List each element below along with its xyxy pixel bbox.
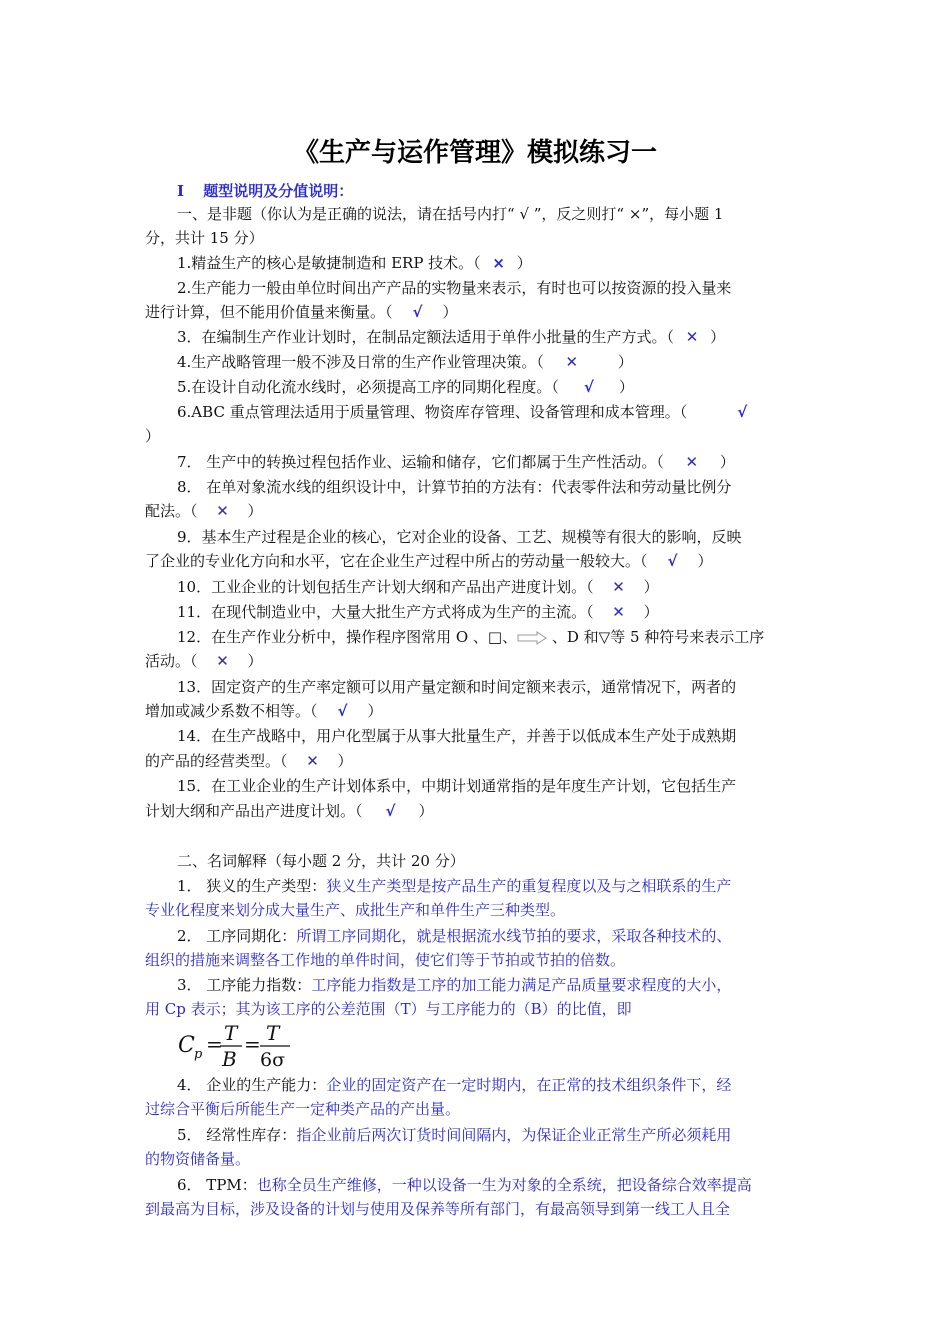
term-6-line2: 到最高为目标，涉及设备的计划与使用及保养等所有部门，有最高领导到第一线工人且全 <box>145 1200 731 1218</box>
section-header-text: 题型说明及分值说明： <box>203 182 354 200</box>
answer-mark: √ <box>583 378 594 396</box>
question-close: ） <box>418 802 434 820</box>
term-6-line1 <box>177 1175 752 1195</box>
question-4-text: 4.生产战略管理一般不涉及日常的生产作业管理决策。（ <box>177 353 544 371</box>
answer-mark: ✕ <box>612 578 625 596</box>
question-2-line1: 2.生产能力一般由单位时间出产产品的实物量来表示，有时也可以按资源的投入量来 <box>177 279 732 297</box>
question-13-line1: 13．固定资产的生产率定额可以用产量定额和时间定额来表示，通常情况下，两者的 <box>177 678 737 696</box>
term-5-line2: 的物资储备量。 <box>145 1150 251 1168</box>
question-13-text: 增加或减少系数不相等。（ <box>145 702 318 720</box>
answer-mark: ✕ <box>565 353 579 371</box>
question-close: ） <box>618 378 634 396</box>
question-3-text: 3．在编制生产作业计划时，在制品定额法适用于单件小批量的生产方式。（ <box>177 328 675 346</box>
transport-arrow-icon <box>517 631 547 645</box>
answer-mark: √ <box>667 552 678 570</box>
formula-six-sigma: 6σ <box>260 1049 286 1071</box>
answer-mark: √ <box>412 303 423 321</box>
formula-t1: T <box>224 1021 238 1045</box>
document-title: 《生产与运作管理》模拟练习一 <box>292 138 657 168</box>
question-1 <box>177 253 532 273</box>
section-header <box>177 180 353 201</box>
term-3-line2: 用 Cp 表示；其为该工序的公差范围（T）与工序能力的（B）的比值，即 <box>145 1000 632 1018</box>
term-5-line1 <box>177 1125 731 1145</box>
question-3 <box>177 327 725 347</box>
question-close: ） <box>442 303 458 321</box>
question-close: ） <box>337 752 353 770</box>
formula-t2: T <box>266 1021 280 1045</box>
question-7-text: 7． 生产中的转换过程包括作业、运输和储存，它们都属于生产性活动。（ <box>177 453 664 471</box>
cp-formula <box>176 1020 316 1072</box>
question-11 <box>177 602 659 622</box>
question-close: ） <box>697 552 713 570</box>
question-14-line2 <box>145 751 353 771</box>
part2-intro: 二、名词解释（每小题 2 分，共计 20 分） <box>177 852 465 870</box>
question-6-line2: ） <box>145 427 161 445</box>
term-1-line1 <box>177 876 731 896</box>
answer-mark: √ <box>385 802 396 820</box>
term-3-line1 <box>177 975 731 995</box>
answer-mark: × <box>492 254 505 272</box>
question-close: ） <box>247 652 263 670</box>
term-3-definition: 工序能力指数是工序的加工能力满足产品质量要求程度的大小， <box>311 976 732 994</box>
question-14-line1: 14．在生产战略中，用户化型属于从事大批量生产，并善于以低成本生产处于成熟期 <box>177 727 737 745</box>
term-4-label: 4． 企业的生产能力： <box>177 1076 327 1094</box>
formula-b: B <box>222 1047 237 1071</box>
question-10 <box>177 577 659 597</box>
term-2-line2: 组织的措施来调整各工作地的单件时间，使它们等于节拍或节拍的倍数。 <box>145 951 626 969</box>
question-9-text: 了企业的专业化方向和水平，它在企业生产过程中所占的劳动量一般较大。（ <box>145 552 648 570</box>
term-1-line2: 专业化程度来划分成大量生产、成批生产和单件生产三种类型。 <box>145 901 566 919</box>
question-15-text: 计划大纲和产品出产进度计划。（ <box>145 802 363 820</box>
answer-mark: ✕ <box>306 752 319 770</box>
question-4 <box>177 352 633 372</box>
answer-mark: ✕ <box>685 453 699 471</box>
answer-mark: √ <box>737 403 748 421</box>
question-close: ） <box>617 353 633 371</box>
term-2-label: 2． 工序同期化： <box>177 927 297 945</box>
question-15-line2 <box>145 801 434 821</box>
part1-intro-line2: 分，共计 15 分） <box>145 229 264 247</box>
answer-mark: ✕ <box>612 603 625 621</box>
question-close: ） <box>643 578 659 596</box>
question-6-line1 <box>177 402 747 422</box>
question-close: ） <box>247 502 263 520</box>
term-2-definition: 所谓工序同期化，就是根据流水线节拍的要求，采取各种技术的、 <box>296 927 732 945</box>
term-2-line1 <box>177 926 731 946</box>
term-4-line1 <box>177 1075 731 1095</box>
question-2-text: 进行计算，但不能用价值量来衡量。（ <box>145 303 393 321</box>
formula-eq2: = <box>244 1032 261 1056</box>
question-8-text: 配法。（ <box>145 502 198 520</box>
term-3-label: 3． 工序能力指数： <box>177 976 312 994</box>
formula-p: p <box>194 1047 203 1062</box>
term-6-label: 6． TPM： <box>177 1176 257 1194</box>
question-1-text: 1.精益生产的核心是敏捷制造和 ERP 技术。（ <box>177 254 481 272</box>
question-9-line1: 9．基本生产过程是企业的核心，它对企业的设备、工艺、规模等有很大的影响，反映 <box>177 528 742 546</box>
term-1-definition: 狭义生产类型是按产品生产的重复程度以及与之相联系的生产 <box>326 877 732 895</box>
answer-mark: √ <box>337 702 348 720</box>
formula-c: C <box>178 1033 195 1058</box>
part1-intro-line1: 一、是非题（你认为是正确的说法，请在括号内打“ √ ”，反之则打“ ×”，每小题 1 <box>177 205 724 223</box>
question-8-line2 <box>145 501 263 521</box>
term-1-label: 1． 狭义的生产类型： <box>177 877 327 895</box>
term-6-definition: 也称全员生产维修，一种以设备一生为对象的全系统，把设备综合效率提高 <box>256 1176 752 1194</box>
formula-eq1: = <box>206 1032 223 1056</box>
question-close: ） <box>516 254 532 272</box>
question-close: ） <box>719 453 735 471</box>
question-10-text: 10．工业企业的计划包括生产计划大纲和产品出产进度计划。（ <box>177 578 594 596</box>
term-4-line2: 过综合平衡后所能生产一定种类产品的产出量。 <box>145 1100 461 1118</box>
answer-mark: ✕ <box>216 652 229 670</box>
term-5-definition: 指企业前后两次订货时间间隔内，为保证企业正常生产所必须耗用 <box>296 1126 732 1144</box>
question-12-text: 活动。（ <box>145 652 198 670</box>
question-12-line2 <box>145 651 263 671</box>
question-close: ） <box>643 603 659 621</box>
term-5-label: 5． 经常性库存： <box>177 1126 297 1144</box>
question-7 <box>177 452 735 472</box>
question-12-text-post: 、D 和▽等 5 种符号来表示工序 <box>547 628 765 646</box>
question-close: ） <box>367 702 383 720</box>
section-numeral: I <box>177 182 185 200</box>
question-5-text: 5.在设计自动化流水线时，必须提高工序的同期化程度。（ <box>177 378 559 396</box>
question-2-line2 <box>145 302 458 322</box>
answer-mark: ✕ <box>685 328 699 346</box>
question-12-line1 <box>177 627 764 647</box>
question-8-line1: 8． 在单对象流水线的组织设计中，计算节拍的方法有：代表零件法和劳动量比例分 <box>177 478 732 496</box>
term-4-definition: 企业的固定资产在一定时期内，在正常的技术组织条件下，经 <box>326 1076 732 1094</box>
question-15-line1: 15．在工业企业的生产计划体系中，中期计划通常指的是年度生产计划，它包括生产 <box>177 777 737 795</box>
question-11-text: 11．在现代制造业中，大量大批生产方式将成为生产的主流。（ <box>177 603 594 621</box>
question-14-text: 的产品的经营类型。（ <box>145 752 288 770</box>
question-12-text-pre: 12．在生产作业分析中，操作程序图常用 O 、□、 <box>177 628 518 646</box>
question-13-line2 <box>145 701 383 721</box>
question-6-text: 6.ABC 重点管理法适用于质量管理、物资库存管理、设备管理和成本管理。（ <box>177 403 688 421</box>
question-9-line2 <box>145 551 713 571</box>
question-5 <box>177 377 634 397</box>
answer-mark: ✕ <box>216 502 229 520</box>
question-close: ） <box>710 328 726 346</box>
